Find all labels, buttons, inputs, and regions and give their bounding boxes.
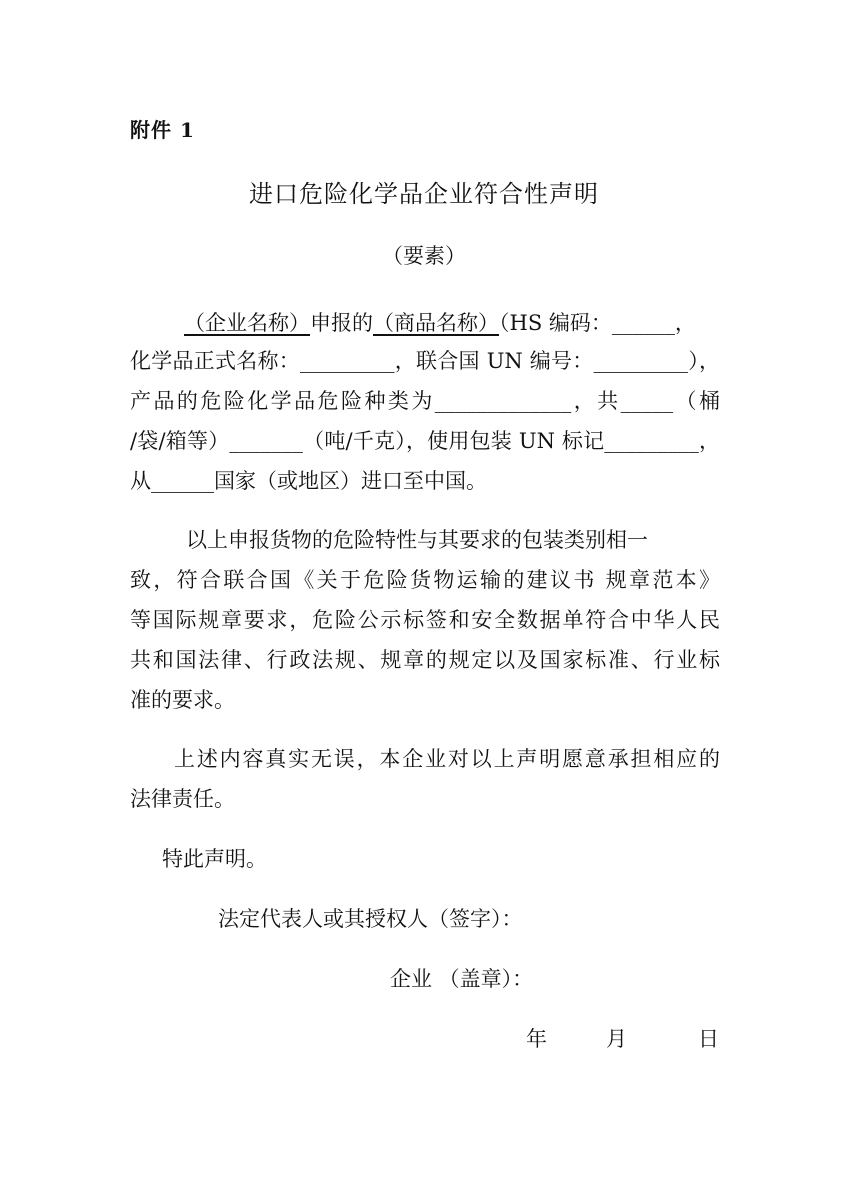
compliance-line-4: 共和国法律、行政法规、规章的规定以及国家标准、行业标: [130, 648, 720, 672]
declaration-line-1: [130, 309, 720, 337]
date-month: 月: [606, 1027, 627, 1051]
liability-line-2: 法律责任。: [130, 787, 235, 811]
declaration-line-2: 化学品正式名称：_________，联合国 UN 编号：_________），: [130, 349, 720, 373]
page-subtitle: （要素）: [382, 244, 466, 268]
compliance-line-1: 以上申报货物的危险特性与其要求的包装类别相一: [186, 528, 648, 552]
annex-label: 附件 1: [130, 118, 195, 142]
declaration-line-5: 从______国家（或地区）进口至中国。: [130, 469, 487, 493]
closing-statement: 特此声明。: [162, 847, 267, 871]
compliance-line-2: 致，符合联合国《关于危险货物运输的建议书 规章范本》: [130, 568, 720, 592]
company-name-field: （企业名称）: [184, 311, 310, 335]
declaration-line-4: /袋/箱等）_______（吨/千克），使用包装 UN 标记_________，: [130, 429, 720, 453]
date-year: 年: [526, 1027, 547, 1051]
liability-line-1: 上述内容真实无误，本企业对以上声明愿意承担相应的: [174, 747, 720, 771]
compliance-line-5: 准的要求。: [130, 688, 235, 712]
page-title: 进口危险化学品企业符合性声明: [249, 180, 599, 208]
declaration-text-b: （HS 编码：______，: [499, 311, 696, 335]
product-name-field: （商品名称）: [373, 311, 499, 335]
company-seal-label: 企业 （盖章）：: [390, 967, 534, 991]
declaration-line-3: 产品的危险化学品危险种类为_____________，共_____（桶: [130, 389, 720, 413]
compliance-line-3: 等国际规章要求，危险公示标签和安全数据单符合中华人民: [130, 608, 720, 632]
representative-signature-label: 法定代表人或其授权人（签字）：: [218, 907, 523, 931]
date-day: 日: [698, 1027, 719, 1051]
declaration-text-a: 申报的: [310, 311, 373, 335]
